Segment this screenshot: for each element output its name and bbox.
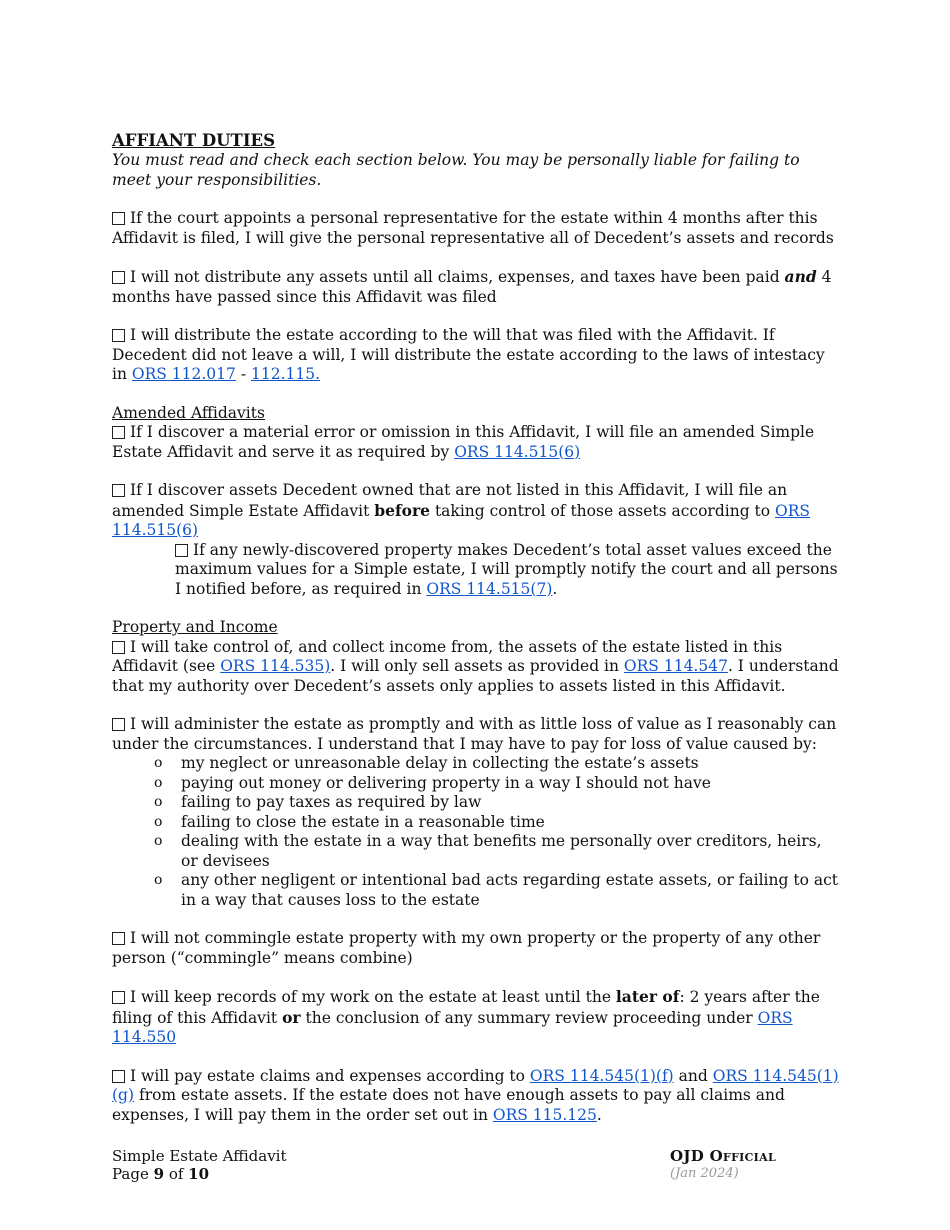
duty-distribute-will	[112, 326, 840, 385]
loss-cause-text: failing to pay taxes as required by law	[181, 793, 482, 811]
duty-no-distribution-text-end: 4 months have passed since this Affidavit was filed	[112, 268, 832, 306]
link-ors-114-515-6-a[interactable]: ORS 114.515(6)	[454, 442, 581, 461]
page-title: AFFIANT DUTIES	[112, 131, 276, 150]
checkbox-pay-claims[interactable]	[112, 1070, 125, 1083]
checkbox-no-distribution[interactable]	[112, 271, 125, 284]
loss-causes-list	[112, 754, 840, 910]
duty-no-distribution-text: I will not distribute any assets until all claims, expenses, and taxes have been paid	[130, 268, 785, 286]
duty-amend-assets-text: If I discover assets Decedent owned that are not listed in this Affidavit, I will file an amended Simple Estate Affidavit	[112, 481, 788, 520]
period: .	[552, 579, 558, 598]
footer-right	[670, 1147, 776, 1183]
loss-cause-text: failing to close the estate in a reasonable time	[181, 812, 545, 831]
checkbox-amend-assets[interactable]	[112, 484, 125, 497]
link-ors-114-515-7[interactable]: ORS 114.515(7)	[426, 579, 553, 598]
loss-cause-text: my neglect or unreasonable delay in collecting the estate’s assets	[181, 754, 699, 772]
duty-administer-text: I will administer the estate as promptly and with as little loss of value as I reasonably can under the circumstances. I understand that I may have to pay for loss of value caused by:	[112, 715, 837, 753]
duty-amend-error-text: If I discover a material error or omission in this Affidavit, I will file an amended Simple Estate Affidavit and serve it as required by	[112, 423, 815, 461]
link-ors-112-115[interactable]: 112.115.	[251, 365, 321, 383]
bold-before: before	[374, 500, 431, 520]
checkbox-give-assets[interactable]	[112, 212, 125, 225]
circle-bullet-icon: o	[154, 774, 163, 791]
page-label: Page	[112, 1165, 154, 1183]
duty-no-distribution	[112, 267, 840, 307]
section-heading-property: Property and Income	[112, 618, 278, 636]
link-ors-114-545-1-f[interactable]: ORS 114.545(1)(f)	[529, 1066, 674, 1085]
revision-date: (Jan 2024)	[670, 1166, 739, 1181]
link-ors-112-017[interactable]: ORS 112.017	[131, 365, 236, 383]
of-label: of	[164, 1165, 189, 1183]
loss-cause-item	[154, 813, 840, 833]
section-heading-amended: Amended Affidavits	[112, 403, 265, 422]
link-ors-114-550[interactable]: ORS 114.550	[112, 1008, 793, 1046]
loss-cause-text: paying out money or delivering property in a way I should not have	[181, 773, 711, 792]
duty-keep-records	[112, 987, 840, 1048]
duty-amend-error	[112, 423, 840, 462]
duty-pay-claims-text: I will pay estate claims and expenses according to	[130, 1066, 530, 1085]
duty-distribute-will-text: I will distribute the estate according to the will that was filed with the Affidavit. If Decedent did not leave a will, I will distribute the estate according to the laws of intestacy in	[112, 326, 825, 383]
duty-keep-records-text-3: the conclusion of any summary review proceeding under	[300, 1008, 758, 1027]
duty-take-control-text: I will take control of, and collect income from, the assets of the estate listed in this Affidavit (see	[112, 637, 783, 675]
page-number	[112, 1165, 287, 1183]
duty-keep-records-text-2: : 2 years after the filing of this Affidavit	[112, 988, 820, 1027]
checkbox-keep-records[interactable]	[112, 991, 125, 1004]
loss-cause-item	[154, 871, 840, 910]
link-ors-114-545-1-g[interactable]: ORS 114.545(1)(g)	[112, 1066, 839, 1104]
duty-notify-exceed-text: If any newly-discovered property makes Decedent’s total asset values exceed the maximum values for a Simple estate, I will promptly notify the court and all persons I notified before, as required in	[175, 540, 838, 598]
checkbox-administer[interactable]	[112, 718, 125, 731]
checkbox-distribute-will[interactable]	[112, 329, 125, 342]
bold-later-of: later of	[615, 987, 680, 1006]
link-ors-114-515-6-b[interactable]: ORS 114.515(6)	[112, 501, 811, 539]
duty-notify-exceed	[175, 541, 840, 600]
circle-bullet-icon: o	[154, 794, 163, 810]
link-ors-115-125[interactable]: ORS 115.125	[492, 1105, 597, 1124]
duty-take-control	[112, 638, 840, 697]
footer-left	[112, 1147, 287, 1183]
conjunction-and: and	[673, 1066, 713, 1085]
range-separator: -	[235, 365, 251, 383]
loss-cause-text: dealing with the estate in a way that benefits me personally over creditors, heirs, or devisees	[181, 832, 822, 870]
duty-administer	[112, 715, 840, 754]
loss-cause-item	[154, 754, 840, 774]
checkbox-notify-exceed[interactable]	[175, 544, 188, 557]
intro-instructions: You must read and check each section below. You may be personally liable for failing to meet your responsibilities.	[112, 151, 800, 189]
duty-give-assets-text: If the court appoints a personal representative for the estate within 4 months after this Affidavit is filed, I will give the personal representative all of Decedent’s assets and records	[112, 209, 834, 247]
official-mark: OJD Official	[670, 1147, 776, 1165]
form-name: Simple Estate Affidavit	[112, 1147, 287, 1165]
loss-cause-item	[154, 793, 840, 813]
checkbox-no-commingle[interactable]	[112, 932, 125, 945]
loss-cause-text: any other negligent or intentional bad acts regarding estate assets, or failing to act in a way that causes loss to the estate	[181, 871, 838, 909]
circle-bullet-icon: o	[154, 813, 163, 830]
total-pages: 10	[188, 1165, 210, 1183]
current-page: 9	[153, 1165, 165, 1183]
period: .	[596, 1105, 602, 1124]
checkbox-amend-error[interactable]	[112, 426, 125, 439]
link-ors-114-535[interactable]: ORS 114.535)	[220, 657, 331, 675]
duty-take-control-text-2: . I will only sell assets as provided in	[330, 657, 624, 675]
duty-keep-records-text: I will keep records of my work on the estate at least until the	[130, 988, 616, 1006]
duty-amend-assets	[112, 481, 840, 541]
link-ors-114-547[interactable]: ORS 114.547	[623, 657, 728, 675]
duty-amend-assets-text-end: taking control of those assets according to	[430, 501, 776, 520]
duty-pay-claims	[112, 1067, 840, 1126]
circle-bullet-icon: o	[154, 872, 163, 888]
circle-bullet-icon: o	[154, 833, 163, 849]
loss-cause-item	[154, 774, 840, 794]
loss-cause-item	[154, 832, 840, 871]
duty-give-assets	[112, 209, 840, 248]
affidavit-page	[112, 131, 840, 1125]
checkbox-take-control[interactable]	[112, 641, 125, 654]
duty-pay-claims-text-2: from estate assets. If the estate does not have enough assets to pay all claims and expenses, I will pay them in the order set out in	[112, 1086, 785, 1124]
circle-bullet-icon: o	[154, 755, 163, 771]
duty-no-commingle	[112, 929, 840, 968]
emphasis-and: and	[784, 267, 817, 286]
bold-or: or	[282, 1007, 301, 1027]
duty-take-control-text-3: . I understand that my authority over Decedent’s assets only applies to assets listed in this Affidavit.	[112, 657, 839, 695]
duty-no-commingle-text: I will not commingle estate property with my own property or the property of any other person (“commingle” means combine)	[112, 929, 821, 967]
